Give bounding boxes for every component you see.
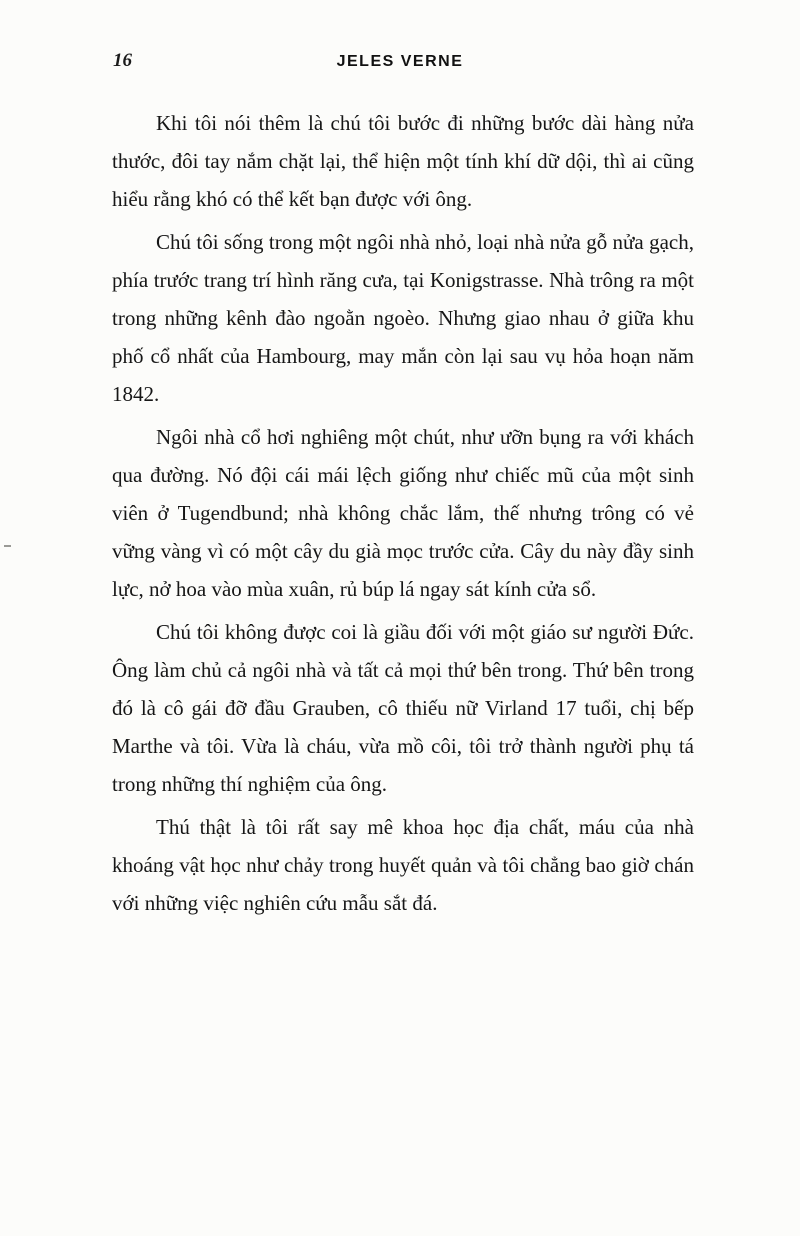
page-number: 16 [113,50,132,71]
scan-artifact-mark [4,545,11,547]
running-header: JELES VERNE [336,53,464,70]
paragraph: Chú tôi không được coi là giầu đối với một giáo sư người Đức. Ông làm chủ cả ngôi nhà và tất cả mọi thứ bên trong. Thứ bên trong đó là cô gái đỡ đầu Grauben, cô thiếu nữ Virland 17 tuổi, chị bếp Marthe và tôi. Vừa là cháu, vừa mồ côi, tôi trở thành người phụ tá trong những thí nghiệm của ông. [112,620,694,796]
paragraph: Khi tôi nói thêm là chú tôi bước đi những bước dài hàng nửa thước, đôi tay nắm chặt lại, thể hiện một tính khí dữ dội, thì ai cũng hiểu rằng khó có thể kết bạn được với ông. [112,111,694,211]
paragraph: Ngôi nhà cổ hơi nghiêng một chút, như ưỡn bụng ra với khách qua đường. Nó đội cái mái lệch giống như chiếc mũ của một sinh viên ở Tugendbund; nhà không chắc lắm, thế nhưng trông có vẻ vững vàng vì có một cây du già mọc trước cửa. Cây du này đầy sinh lực, nở hoa vào mùa xuân, rủ búp lá ngay sát kính cửa sổ. [112,425,694,601]
body-text [112,104,694,927]
paragraph: Thú thật là tôi rất say mê khoa học địa chất, máu của nhà khoáng vật học như chảy trong huyết quản và tôi chẳng bao giờ chán với những việc nghiên cứu mẫu sắt đá. [112,815,694,915]
paragraph: Chú tôi sống trong một ngôi nhà nhỏ, loại nhà nửa gỗ nửa gạch, phía trước trang trí hình răng cưa, tại Konigstrasse. Nhà trông ra một trong những kênh đào ngoằn ngoèo. Nhưng giao nhau ở giữa khu phố cổ nhất của Hambourg, may mắn còn lại sau vụ hỏa hoạn năm 1842. [112,230,694,406]
